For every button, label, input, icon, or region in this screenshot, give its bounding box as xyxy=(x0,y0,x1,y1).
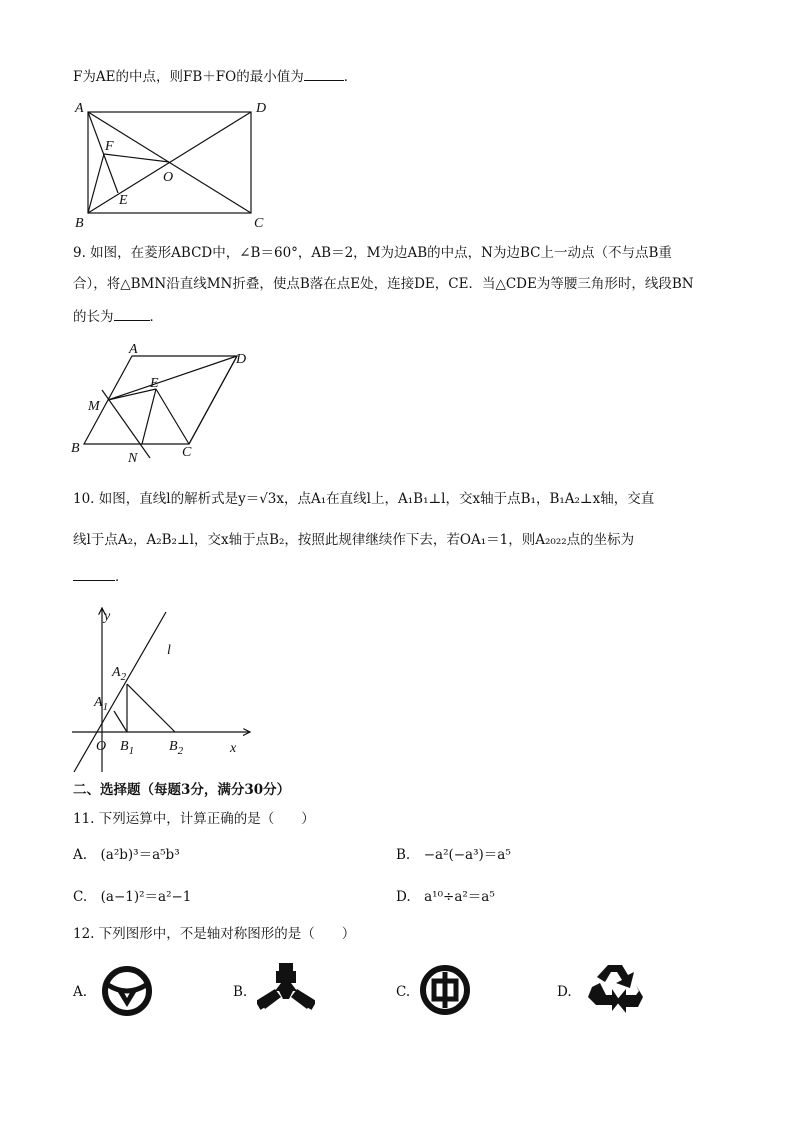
q10-segment-a2b2 xyxy=(127,684,175,732)
q9-segment-ec xyxy=(156,389,189,444)
q9-label-m: M xyxy=(88,399,100,414)
q8-label-d: D xyxy=(256,101,267,116)
q8-figure xyxy=(70,96,270,231)
q11-option-c[interactable]: C. (a−1)²＝a²−1 xyxy=(73,889,192,905)
q10-line3-suffix: ． xyxy=(115,569,129,585)
q10-label-o: O xyxy=(96,739,107,754)
q10-label-b2: $B_2$ xyxy=(169,739,184,757)
q12-logo-c-icon xyxy=(419,963,473,1017)
q9-segment-md xyxy=(108,356,237,400)
q12-stem: 12. 下列图形中，不是轴对称图形的是（ ） xyxy=(73,926,356,942)
q12-option-c[interactable]: C. xyxy=(396,984,411,1000)
q10-label-x: x xyxy=(230,741,237,756)
q9-rhombus-abcd xyxy=(84,356,237,444)
q10-label-a2: $A_2$ xyxy=(112,665,127,683)
q8-label-e: E xyxy=(119,193,128,208)
q8-label-o: O xyxy=(163,170,174,185)
q9-segment-me xyxy=(108,389,156,400)
q9-line2: 合），将△BMN沿直线MN折叠，使点B落在点E处，连接DE，CE．当△CDE为等腰三角形时，线段BN xyxy=(73,276,694,292)
q9-figure xyxy=(66,338,266,468)
q8-text-prefix: F为AE的中点，则FB＋FO的最小值为 xyxy=(73,69,304,85)
q10-line2: 线l于点A₂，A₂B₂⊥l，交x轴于点B₂，按照此规律继续作下去，若OA₁＝1，则A₂₀₂₂点的坐标为 xyxy=(73,532,635,548)
q8-segment-fo xyxy=(104,154,169,162)
q10-figure xyxy=(66,600,266,778)
q8-answer-blank[interactable] xyxy=(304,66,344,81)
q10-label-b1: $B_1$ xyxy=(120,739,135,757)
q9-label-e: E xyxy=(150,376,159,391)
q10-segment-a1b1 xyxy=(114,711,127,732)
q10-answer-blank[interactable] xyxy=(73,566,115,581)
q10-label-a1: $A_1$ xyxy=(94,695,109,713)
q9-label-a: A xyxy=(129,342,138,357)
q12-option-d[interactable]: D. xyxy=(557,984,572,1000)
q9-label-b: B xyxy=(71,441,80,456)
q9-label-d: D xyxy=(236,352,247,367)
q12-option-a[interactable]: A. xyxy=(73,984,88,1000)
q10-line1: 10. 如图，直线l的解析式是y＝√3x，点A₁在直线l上，A₁B₁⊥l，交x轴于点B₁，B₁A₂⊥x轴，交直 xyxy=(73,491,655,507)
q9-line3 xyxy=(73,306,163,327)
q12-logo-a-icon xyxy=(100,963,156,1019)
q10-label-l: l xyxy=(167,643,171,658)
q9-label-c: C xyxy=(182,445,192,460)
q9-label-n: N xyxy=(128,451,138,466)
q12-logo-b-icon xyxy=(257,961,315,1013)
q11-option-b[interactable]: B. −a²(−a³)＝a⁵ xyxy=(396,847,511,863)
q9-line3-prefix: 的长为 xyxy=(73,309,114,325)
q8-text-suffix: ． xyxy=(343,69,358,85)
q9-line3-suffix: ． xyxy=(149,309,163,325)
q8-label-b: B xyxy=(75,216,84,231)
section-2-title: 二、选择题（每题3分，满分30分） xyxy=(73,782,291,798)
q12-option-b[interactable]: B. xyxy=(233,984,248,1000)
q9-line1: 9. 如图，在菱形ABCD中，∠B＝60°，AB＝2，M为边AB的中点，N为边BC上一动点（不与点B重 xyxy=(73,245,672,261)
q9-answer-blank[interactable] xyxy=(114,306,150,321)
q9-segment-en xyxy=(142,389,156,444)
q8-text xyxy=(73,66,357,87)
q12-recycle-icon xyxy=(586,961,644,1017)
q11-stem: 11. 下列运算中，计算正确的是（ ） xyxy=(73,811,315,827)
q11-option-d[interactable]: D. a¹⁰÷a²＝a⁵ xyxy=(396,889,495,905)
q10-label-y: y xyxy=(104,609,111,624)
q11-option-a[interactable]: A. (a²b)³＝a⁵b³ xyxy=(73,847,180,863)
q8-label-f: F xyxy=(105,139,114,154)
q9-side-cd xyxy=(189,356,237,444)
q8-label-c: C xyxy=(254,216,264,231)
q10-line3 xyxy=(73,566,129,587)
q8-label-a: A xyxy=(75,101,84,116)
